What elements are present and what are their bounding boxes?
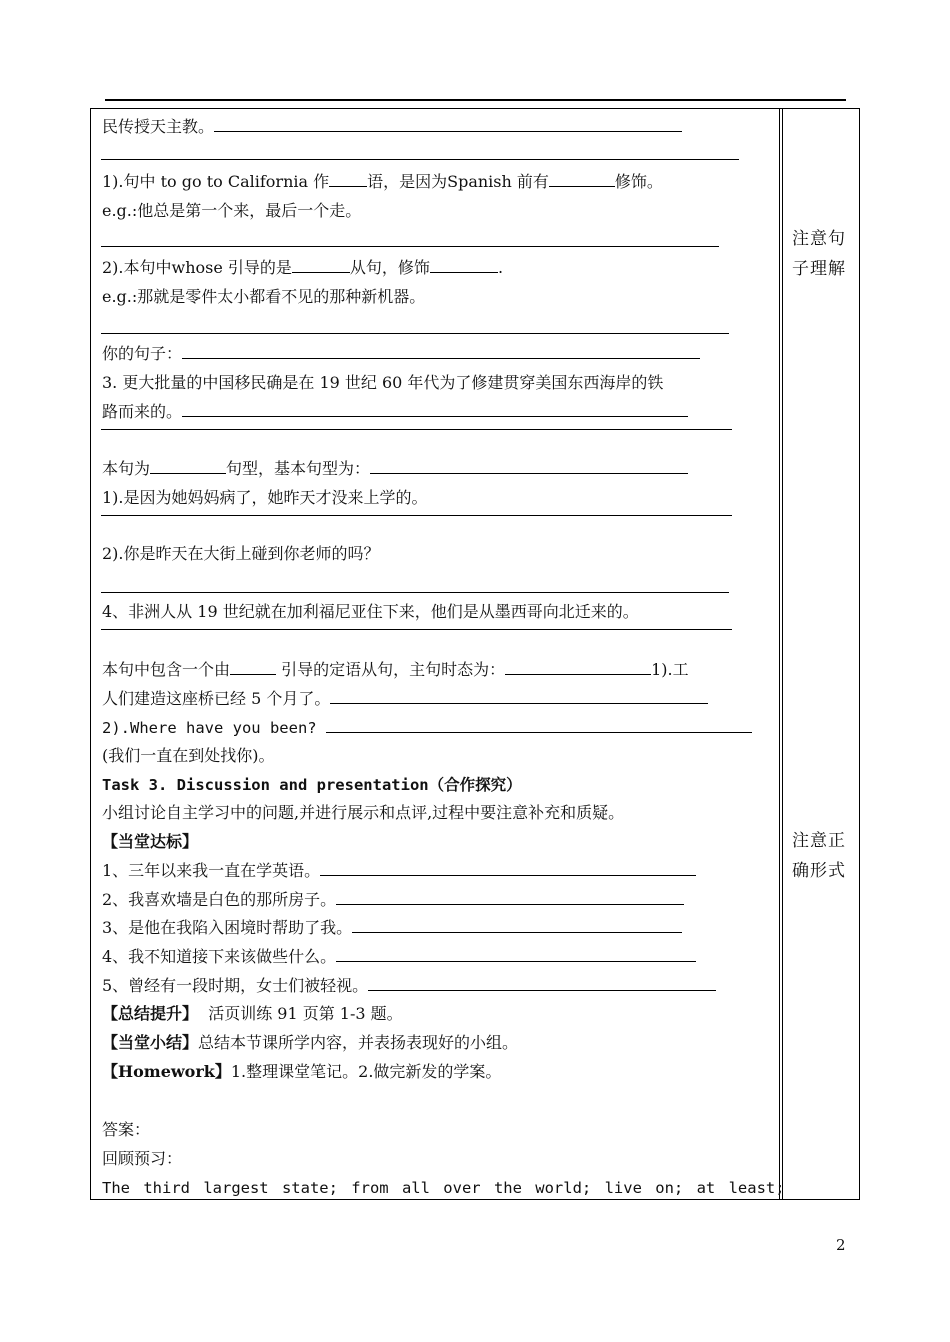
example-line: e.g.:那就是零件太小都看不见的那种新机器。 (102, 287, 426, 306)
homework-line: 【Homework】1.整理课堂笔记。2.做完新发的学案。 (102, 1062, 502, 1081)
text-line: 4、非洲人从 19 世纪就在加利福尼亚住下来，他们是从墨西哥向北迁来的。 (102, 602, 639, 621)
review-heading: 回顾预习： (102, 1149, 183, 1168)
answer-line (101, 592, 729, 593)
text-line: 路而来的。 (102, 402, 688, 422)
text-line: 你的句子： (102, 344, 700, 364)
text-line: 民传授天主教。 (102, 117, 682, 137)
text-line: 3. 更大批量的中国移民确是在 19 世纪 60 年代为了修建贯穿美国东西海岸的铁 (102, 373, 664, 392)
exercise-item: 2、我喜欢墙是白色的那所房子。 (102, 890, 684, 910)
text-line: 2).Where have you been? (102, 718, 752, 738)
answer-line (101, 333, 729, 334)
example-line: e.g.:他总是第一个来，最后一个走。 (102, 201, 362, 220)
side-note-sentence-understanding: 注意句子理解 (792, 229, 846, 279)
task-heading: Task 3. Discussion and presentation（合作探究） (102, 776, 522, 794)
answer-line (101, 629, 732, 630)
answer-line (101, 515, 732, 516)
text-line: 本句为 句型，基本句型为： (102, 459, 688, 479)
text-line: 本句中包含一个由 引导的定语从句，主句时态为： 1).工 (102, 660, 689, 679)
summary-line: 【当堂小结】总结本节课所学内容，并表扬表现好的小组。 (102, 1033, 519, 1052)
answer-line (101, 429, 732, 430)
side-note-correct-form: 注意正确形式 (792, 831, 846, 881)
column-divider (779, 108, 780, 1200)
exercise-item: 1、三年以来我一直在学英语。 (102, 861, 696, 881)
answer-line (101, 246, 719, 247)
summary-line: 【总结提升】 活页训练 91 页第 1-3 题。 (102, 1004, 403, 1023)
header-rule (105, 99, 846, 101)
answer-heading: 答案： (102, 1120, 151, 1139)
page-number: 2 (836, 1236, 846, 1254)
text-line: 1).句中 to go to California 作 语，是因为Spanish 前有 修饰。 (102, 172, 663, 191)
text-line: 小组讨论自主学习中的问题,并进行展示和点评,过程中要注意补充和质疑。 (102, 803, 625, 822)
section-heading: 【当堂达标】 (102, 832, 199, 851)
text-line: 人们建造这座桥已经 5 个月了。 (102, 689, 708, 709)
exercise-item: 4、我不知道接下来该做些什么。 (102, 947, 696, 967)
text-line: 2).你是昨天在大街上碰到你老师的吗？ (102, 544, 380, 563)
exercise-item: 5、曾经有一段时期，女士们被轻视。 (102, 976, 716, 996)
text-line: 1).是因为她妈妈病了，她昨天才没来上学的。 (102, 488, 428, 507)
answer-line (101, 159, 739, 160)
answer-text: The third largest state; from all over the world; live on; at least; (102, 1179, 785, 1197)
column-divider-inner (782, 108, 783, 1200)
exercise-item: 3、是他在我陷入困境时帮助了我。 (102, 918, 682, 938)
text-line: (我们一直在到处找你)。 (102, 746, 275, 765)
text-line: 2).本句中whose 引导的是 从句，修饰 . (102, 258, 504, 277)
